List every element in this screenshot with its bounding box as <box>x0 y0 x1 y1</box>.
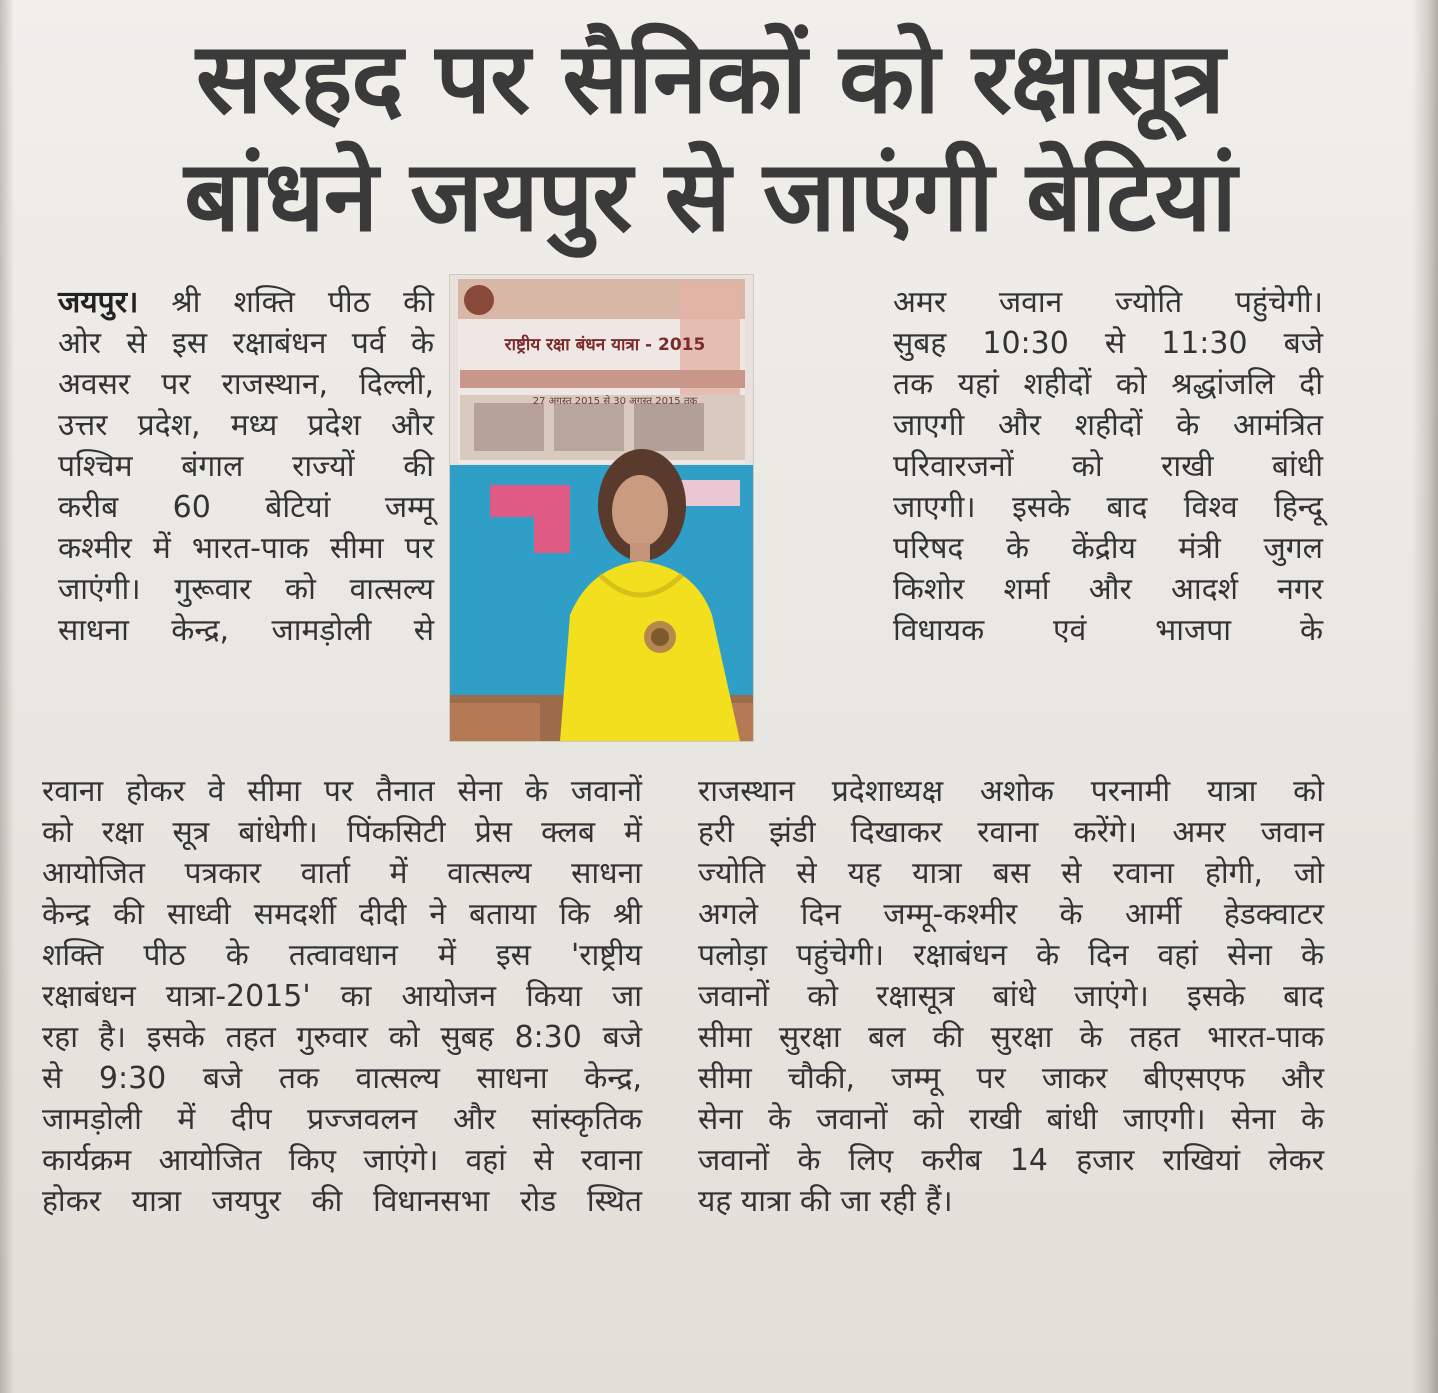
article-line-text: श्री शक्ति पीठ की <box>138 285 434 320</box>
article-line: जाएगी। इसके बाद विश्व हिन्दू <box>893 490 1323 525</box>
article-line: यह यात्रा की जा रही हैं। <box>698 1184 953 1219</box>
article-line: कार्यक्रम आयोजित किए जाएंगे। वहां से रवाना <box>42 1143 642 1178</box>
article-line: ज्योति से यह यात्रा बस से रवाना होगी, जो <box>698 856 1324 891</box>
article-line: को रक्षा सूत्र बांधेगी। पिंकसिटी प्रेस क्लब में <box>42 815 642 850</box>
article-line: विधायक एवं भाजपा के <box>893 613 1323 648</box>
dateline: जयपुर। <box>58 285 139 320</box>
article-photo <box>449 274 754 742</box>
article-line: रहा है। इसके तहत गुरुवार को सुबह 8:30 बजे <box>42 1020 642 1055</box>
article-line: सीमा सुरक्षा बल की सुरक्षा के तहत भारत-पाक <box>698 1020 1324 1055</box>
article-line: कश्मीर में भारत-पाक सीमा पर <box>58 531 434 566</box>
paper-shadow-left <box>0 0 14 1393</box>
article-line: रवाना होकर वे सीमा पर तैनात सेना के जवानों <box>42 774 642 809</box>
article-line: अवसर पर राजस्थान, दिल्ली, <box>58 367 434 402</box>
article-line: जवानों के लिए करीब 14 हजार राखियां लेकर <box>698 1143 1324 1178</box>
article-line: केन्द्र की साध्वी समदर्शी दीदी ने बताया कि श्री <box>42 897 642 932</box>
article-line: अगले दिन जम्मू-कश्मीर के आर्मी हेडक्वाटर <box>698 897 1324 932</box>
article-line <box>58 282 434 323</box>
article-column-right-top <box>893 282 1323 651</box>
article-line: होकर यात्रा जयपुर की विधानसभा रोड स्थित <box>42 1184 642 1219</box>
article-line: करीब 60 बेटियां जम्मू <box>58 490 434 525</box>
article-line: सीमा चौकी, जम्मू पर जाकर बीएसएफ और <box>698 1061 1324 1096</box>
article-line: जाएंगी। गुरूवार को वात्सल्य <box>58 572 434 607</box>
article-line: सेना के जवानों को राखी बांधी जाएगी। सेना के <box>698 1102 1324 1137</box>
paper-shadow-right <box>1412 0 1438 1393</box>
article-line: से 9:30 बजे तक वात्सल्य साधना केन्द्र, <box>42 1061 642 1096</box>
article-line: शक्ति पीठ के तत्वावधान में इस 'राष्ट्रीय <box>42 938 642 973</box>
article-line: हरी झंडी दिखाकर रवाना करेंगे। अमर जवान <box>698 815 1324 850</box>
article-line: किशोर शर्मा और आदर्श नगर <box>893 572 1323 607</box>
photo-banner-dates: 27 अगस्त 2015 से 30 अगस्त 2015 तक <box>532 396 698 407</box>
headline <box>60 20 1360 256</box>
article-line: तक यहां शहीदों को श्रद्धांजलि दी <box>893 367 1323 402</box>
article-line: जामड़ोली में दीप प्रज्जवलन और सांस्कृतिक <box>42 1102 642 1137</box>
article-line: सुबह 10:30 से 11:30 बजे <box>893 326 1323 361</box>
article-line: राजस्थान प्रदेशाध्यक्ष अशोक परनामी यात्रा को <box>698 774 1324 809</box>
article-column-left-top <box>58 282 434 651</box>
article-line: ओर से इस रक्षाबंधन पर्व के <box>58 326 434 361</box>
article-column-left-bottom <box>42 771 642 1222</box>
article-line: पश्चिम बंगाल राज्यों की <box>58 449 434 484</box>
article-line: उत्तर प्रदेश, मध्य प्रदेश और <box>58 408 434 443</box>
article-line: रक्षाबंधन यात्रा-2015' का आयोजन किया जा <box>42 979 642 1014</box>
article-line: जवानों को रक्षासूत्र बांधे जाएंगे। इसके बाद <box>698 979 1324 1014</box>
headline-line-1: सरहद पर सैनिकों को रक्षासूत्र <box>195 22 1224 136</box>
article-line: परिवारजनों को राखी बांधी <box>893 449 1323 484</box>
article-line: जाएगी और शहीदों के आमंत्रित <box>893 408 1323 443</box>
article-line: साधना केन्द्र, जामड़ोली से <box>58 613 434 648</box>
article-column-right-bottom <box>698 771 1324 1222</box>
article-line: पलोड़ा पहुंचेगी। रक्षाबंधन के दिन वहां सेना के <box>698 938 1324 973</box>
headline-line-2: बांधने जयपुर से जाएंगी बेटियां <box>184 140 1236 254</box>
article-line: अमर जवान ज्योति पहुंचेगी। <box>893 285 1323 320</box>
article-line: आयोजित पत्रकार वार्ता में वात्सल्य साधना <box>42 856 642 891</box>
photo-banner-title: राष्ट्रीय रक्षा बंधन यात्रा - 2015 <box>504 335 706 355</box>
article-line: परिषद के केंद्रीय मंत्री जुगल <box>893 531 1323 566</box>
